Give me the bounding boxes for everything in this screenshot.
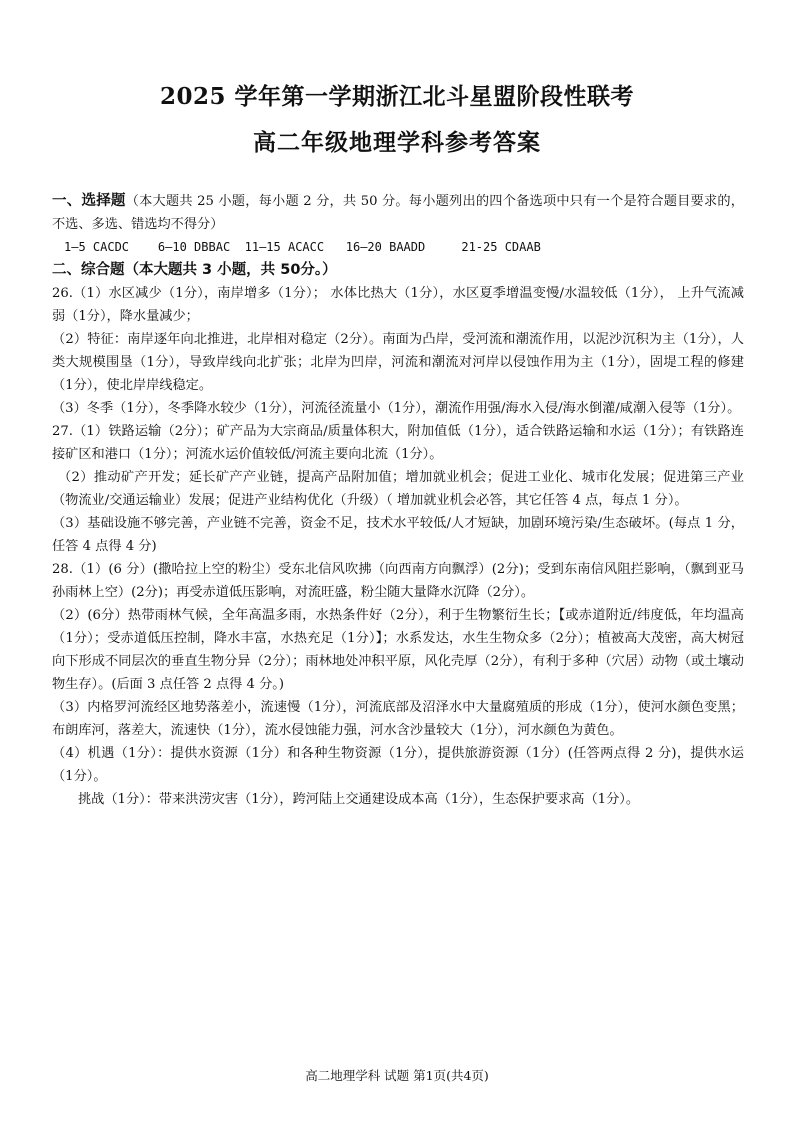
q26-part2: （2）特征：南岸逐年向北推进，北岸相对稳定（2分）。南面为凸岸，受河流和潮流作用，以泥沙沉积为主（1分），人类大规模围垦（1分），导致岸线向北扩张；北岸为凹岸，河流和潮流对河岸以侵蚀作用为主（1分），固堤工程的修建（1分），使北岸岸线稳定。 bbox=[52, 332, 744, 393]
q27-part1: 27.（1）铁路运输（2分）；矿产品为大宗商品/质量体积大，附加值低（1分），适合铁路运输和水运（1分）；有铁路连接矿区和港口（1分）；河流水运价值较低/河流主要向北流（1分）。 bbox=[52, 424, 744, 462]
document-title: 2025 学年第一学期浙江北斗星盟阶段性联考 bbox=[159, 83, 635, 110]
q26-part3: （3）冬季（1分），冬季降水较少（1分），河流径流量小（1分），潮流作用强/海水入侵/海水倒灌/咸潮入侵等（1分）。 bbox=[52, 401, 741, 416]
q28-part1: 28.（1）(6 分）(撒哈拉上空的粉尘）受东北信风吹拂（向西南方向飘浮）(2分)；受到东南信风阻拦影响，（飘到亚马孙雨林上空）(2分)；再受赤道低压影响，对流旺盛，粉尘随大量降水沉降（2分）。 bbox=[52, 562, 744, 600]
q28-part5: 挑战（1分）：带来洪涝灾害（1分），跨河陆上交通建设成本高（1分），生态保护要求高（1分）。 bbox=[78, 792, 640, 807]
q27-part3: （3）基础设施不够完善，产业链不完善，资金不足，技术水平较低/人才短缺，加剧环境污染/生态破坏。(每点 1 分，任答 4 点得 4 分) bbox=[52, 516, 744, 554]
q27-part2: （2）推动矿产开发；延长矿产产业链，提高产品附加值；增加就业机会；促进工业化、城市化发展；促进第三产业（物流业/交通运输业）发展；促进产业结构优化（升级）（ 增加就业机会必答，其它任答 4 点，每点 1 分）。 bbox=[52, 470, 744, 508]
q28-part2: （2）(6分）热带雨林气候，全年高温多雨，水热条件好（2分），利于生物繁衍生长；【或赤道附近/纬度低，年均温高（1分）；受赤道低压控制，降水丰富，水热充足（1分）】；水系发达，水生生物众多（2分）；植被高大茂密，高大树冠向下形成不同层次的垂直生物分异（2分）；雨林地处冲积平原，风化壳厚（2分），有利于多种（穴居）动物（或土壤动物生存）。(后面 3 点任答 2 点得 4 分。) bbox=[52, 608, 744, 692]
section1-block bbox=[52, 190, 744, 236]
answer-content bbox=[52, 190, 744, 811]
document-subtitle: 高二年级地理学科参考答案 bbox=[253, 129, 541, 156]
q26-part1: 26.（1）水区减少（1分），南岸增多（1分）； 水体比热大（1分），水区夏季增温变慢/水温较低（1分）， 上升气流减弱（1分），降水量减少； bbox=[52, 286, 744, 324]
page-footer: 高二地理学科 试题 第1页(共4页) bbox=[305, 1068, 489, 1083]
section1-answers: 1—5 CACDC 6—10 DBBAC 11—15 ACACC 16—20 BAADD 21-25 CDAAB bbox=[64, 240, 541, 254]
q28-part3: （3）内格罗河流经区地势落差小，流速慢（1分），河流底部及沼泽水中大量腐殖质的形成（1分），使河水颜色变黑；布朗库河，落差大，流速快（1分），流水侵蚀能力强，河水含沙量较大（1分），河水颜色为黄色。 bbox=[52, 700, 744, 738]
section1-note: （本大题共 25 小题，每小题 2 分，共 50 分。每小题列出的四个备选项中只有一个是符合题目要求的，不选、多选、错选均不得分） bbox=[52, 194, 744, 232]
section1-heading: 一、选择题 bbox=[52, 193, 126, 209]
q28-part4: （4）机遇（1分）：提供水资源（1分）和各种生物资源（1分），提供旅游资源（1分）(任答两点得 2 分)，提供水运（1分）。 bbox=[52, 746, 744, 784]
section2-heading: 二、综合题（本大题共 3 小题，共 50分。） bbox=[52, 262, 337, 278]
